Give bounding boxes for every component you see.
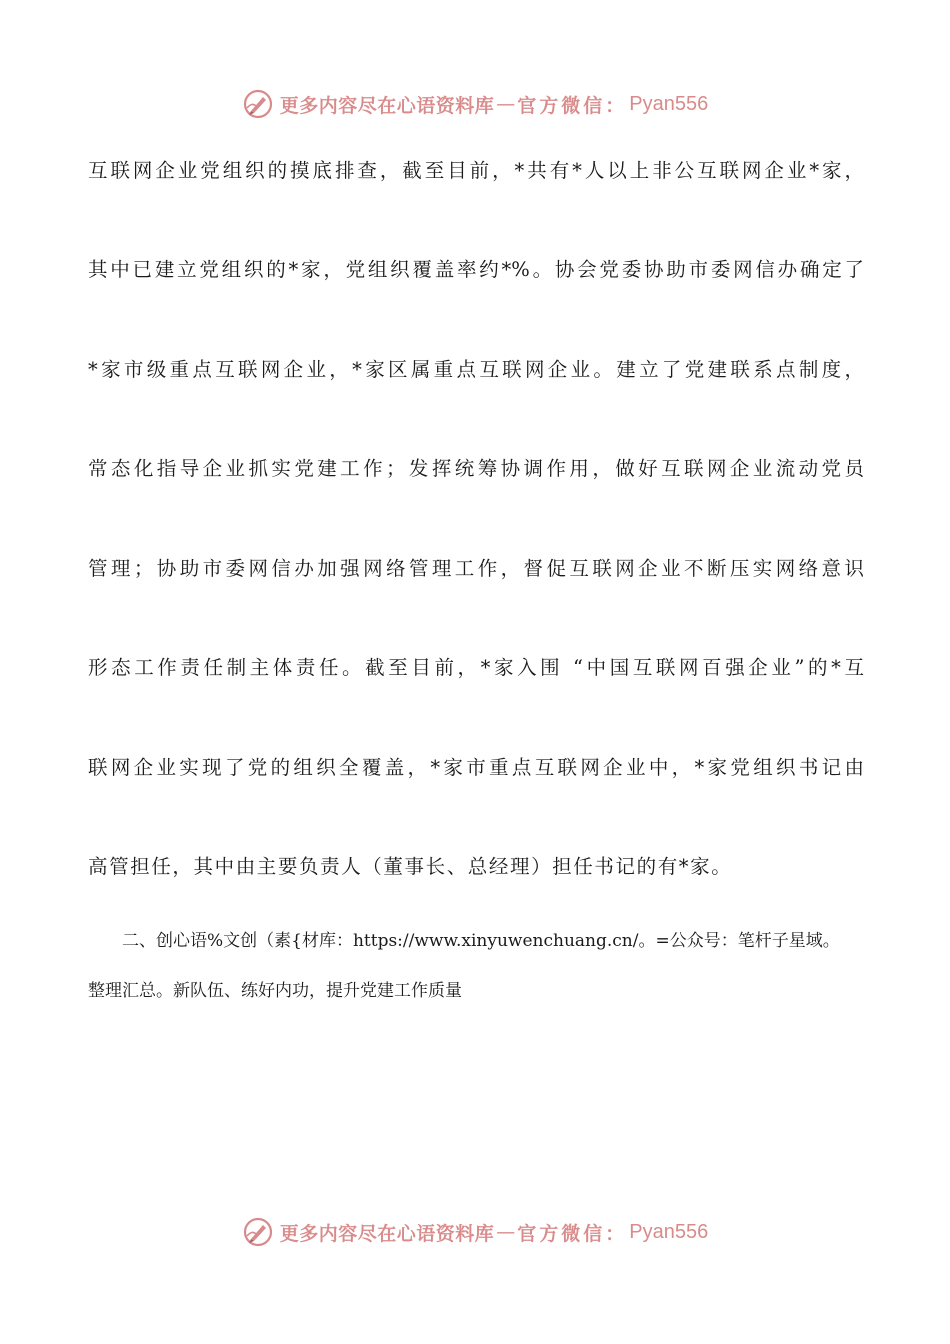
pen-logo-icon <box>242 88 274 120</box>
body-line: 管理；协助市委网信办加强网络管理工作，督促互联网企业不断压实网络意识 <box>88 557 864 580</box>
section-heading-line-continued: 整理汇总。新队伍、练好内功，提升党建工作质量 <box>88 981 462 1001</box>
body-line: 互联网企业党组织的摸底排查，截至目前，*共有*人以上非公互联网企业*家， <box>88 159 864 182</box>
body-line: 联网企业实现了党的组织全覆盖，*家市重点互联网企业中，*家党组织书记由 <box>88 756 864 779</box>
body-line: 常态化指导企业抓实党建工作；发挥统筹协调作用，做好互联网企业流动党员 <box>88 457 864 480</box>
watermark-separator: — <box>496 1221 516 1243</box>
body-line: *家市级重点互联网企业，*家区属重点互联网企业。建立了党建联系点制度， <box>88 358 864 381</box>
pen-logo-icon <box>242 1216 274 1248</box>
section-heading-line: 二、创心语%文创（素{材库：https://www.xinyuwenchuang.cn/。=公众号：笔杆子星域。 <box>122 931 840 951</box>
body-line: 高管担任，其中由主要负责人（董事长、总经理）担任书记的有*家。 <box>88 855 733 878</box>
watermark-label: 官方微信： <box>517 94 628 117</box>
body-line: 形态工作责任制主体责任。截至目前，*家入围 “中国互联网百强企业”的*互 <box>88 656 864 679</box>
watermark-wechat-id: Pyan556 <box>629 1220 709 1243</box>
footer-watermark <box>0 1212 950 1252</box>
watermark-site-text: 更多内容尽在心语资料库 <box>279 1222 495 1245</box>
body-line: 其中已建立党组织的*家，党组织覆盖率约*%。协会党委协助市委网信办确定了 <box>88 258 864 281</box>
watermark-wechat-id: Pyan556 <box>629 92 709 115</box>
header-watermark <box>0 84 950 124</box>
watermark-label: 官方微信： <box>517 1222 628 1245</box>
watermark-site-text: 更多内容尽在心语资料库 <box>279 94 495 117</box>
watermark-separator: — <box>496 93 516 115</box>
